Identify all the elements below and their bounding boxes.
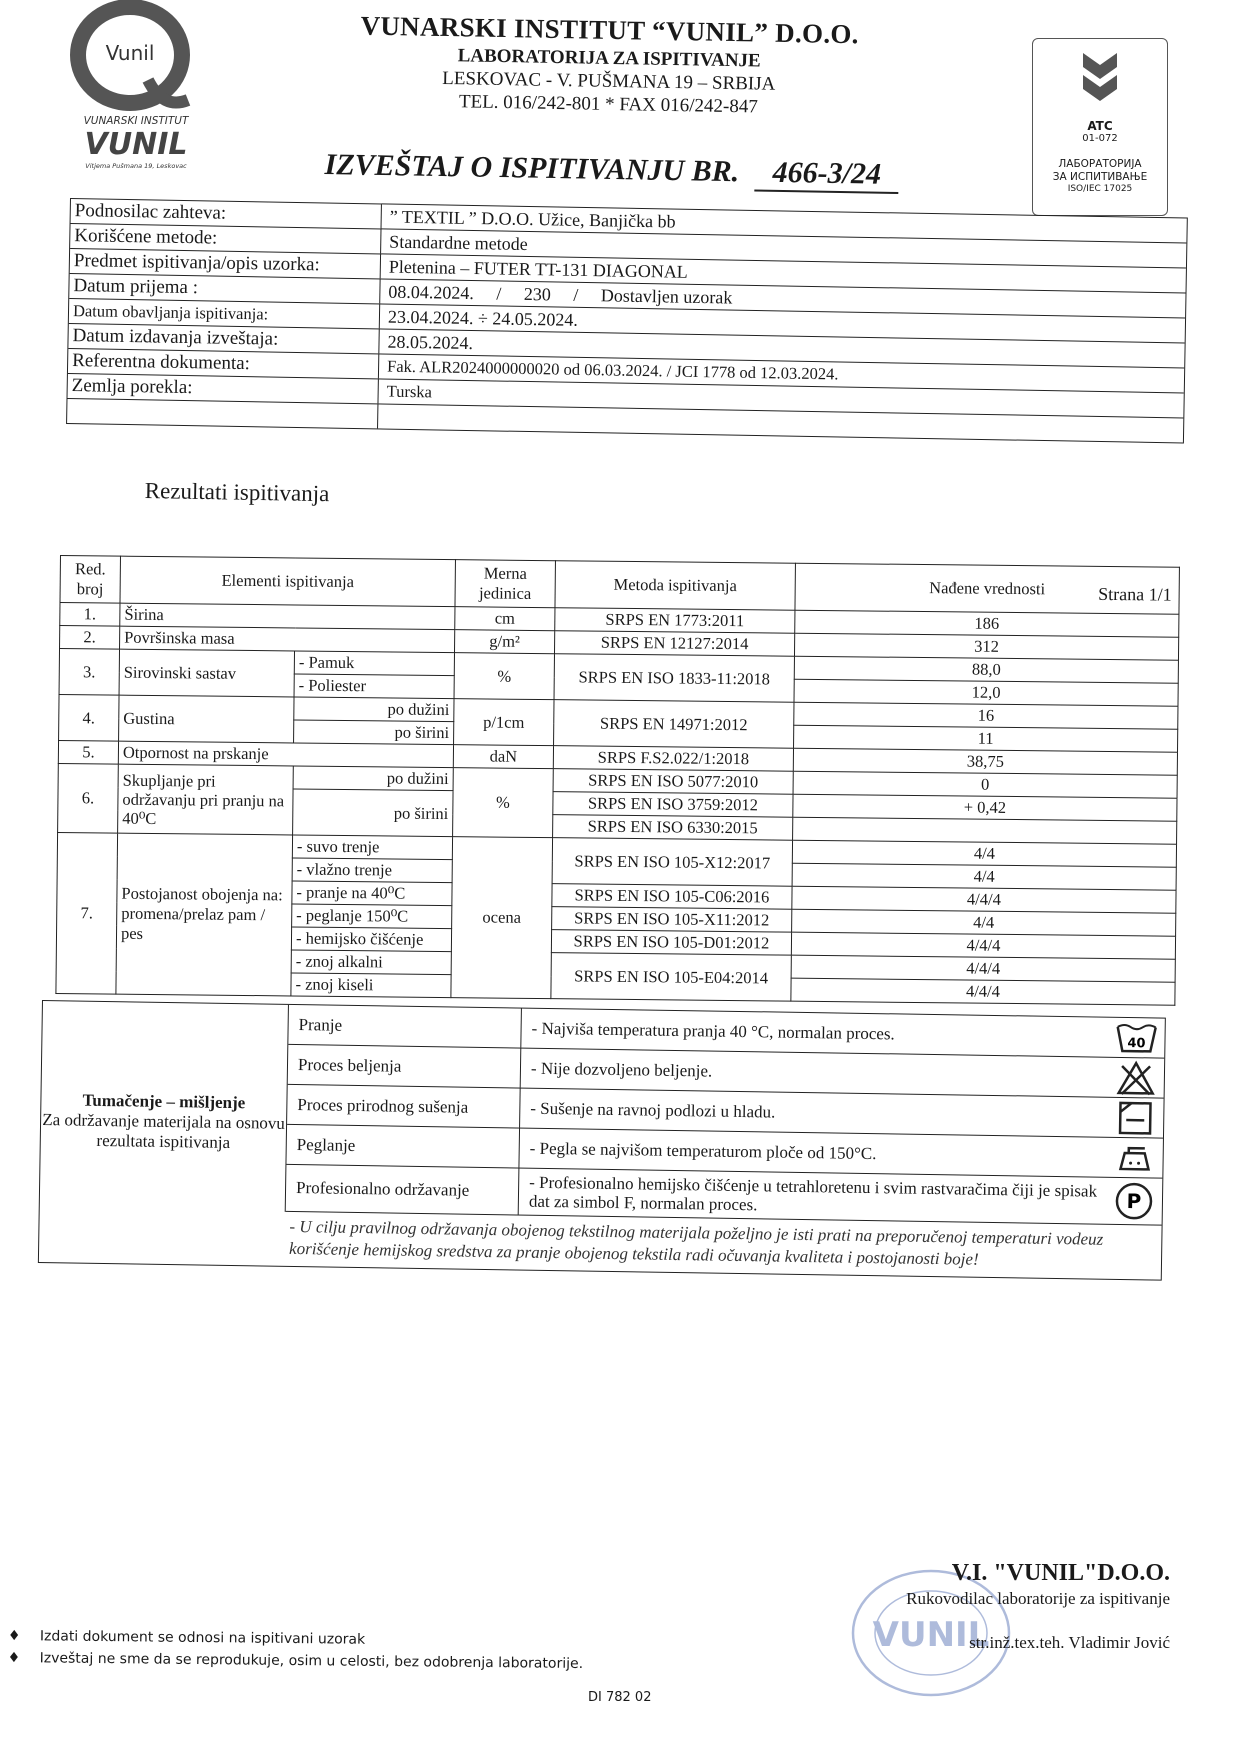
row-method: SRPS EN ISO 6330:2015 (553, 815, 793, 841)
row-sub: - pranje na 40⁰C (292, 881, 452, 906)
row-value: 4/4 (792, 863, 1176, 890)
signature-block (870, 1560, 1170, 1653)
row-method: SRPS EN ISO 105-D01:2012 (551, 930, 791, 956)
row-value: 0 (793, 771, 1177, 798)
wash-40-icon (1108, 1018, 1165, 1058)
info-key: Podnosilac zahteva: (71, 199, 382, 228)
row-method: SRPS EN 14971:2012 (554, 700, 794, 749)
care-value: - Pegla se najvišom temperaturom ploče od 150°C. (529, 1138, 877, 1164)
row-value: 16 (794, 702, 1178, 729)
page-number: Strana 1/1 (1098, 583, 1172, 605)
atc-line1: ЛАБОРАТОРИЈА (1058, 158, 1142, 170)
atc-mark-icon (1075, 49, 1125, 111)
row-unit: daN (453, 745, 553, 769)
dry-clean-p-icon (1106, 1178, 1163, 1225)
row-no: 4. (59, 694, 119, 741)
row-no: 5. (58, 740, 118, 764)
row-element: Skupljanje pri održavanju pri pranju na 40⁰C (118, 764, 294, 835)
care-value: - Profesionalno hemijsko čišćenje u tetrahloretenu i svim rastvaračima čiji je spisak dat za simbol F, normalan proces. (528, 1172, 1098, 1215)
row-element: Površinska masa (120, 626, 455, 653)
info-value: Fak. ALR2024000000020 od 06.03.2024. / JCI 1778 od 12.03.2024. (386, 356, 839, 384)
row-sub: - Pamuk (294, 651, 454, 676)
info-key: Zemlja porekla: (68, 374, 379, 403)
row-no: 2. (60, 626, 120, 650)
row-value: 4/4/4 (791, 955, 1175, 982)
report-title (324, 148, 899, 194)
atc-code: 01-072 (1082, 133, 1118, 144)
header-element: Elementi ispitivanja (120, 556, 455, 607)
results-table (55, 555, 1180, 1006)
row-value: 4/4 (792, 909, 1176, 936)
row-unit: cm (455, 607, 555, 631)
atc-label: ATC (1087, 119, 1113, 133)
row-unit: % (454, 653, 554, 700)
row-sub: po širini (293, 789, 453, 837)
row-unit: g/m² (454, 630, 554, 654)
dry-clean-label: P (1126, 1189, 1142, 1214)
row-unit: ocena (451, 837, 553, 999)
row-sub: po širini (294, 720, 454, 745)
signature-role: Rukovodilac laboratorije za ispitivanje (906, 1589, 1170, 1608)
row-value: 4/4/4 (791, 978, 1175, 1005)
phone-fax: TEL. 016/242-801 * FAX 016/242-847 (458, 91, 758, 118)
row-value: 38,75 (793, 748, 1177, 775)
results-title: Rezultati ispitivanja (144, 478, 330, 507)
institute-logo (68, 0, 208, 175)
care-key: Proces beljenja (288, 1045, 522, 1088)
logo-line2: VUNIL (84, 127, 188, 162)
logo-line1: VUNARSKI INSTITUT (83, 115, 189, 127)
document-code: DI 782 02 (588, 1690, 652, 1705)
header-unit: Merna jedinica (455, 560, 555, 608)
logo-address: Vitjema Pušmana 19, Leskovac (85, 162, 187, 170)
row-value: 88,0 (794, 656, 1178, 683)
row-sub: - znoj alkalni (291, 950, 451, 975)
row-method: SRPS EN 1773:2011 (555, 608, 795, 634)
care-key: Peglanje (286, 1125, 520, 1168)
info-key: Datum obavljanja ispitivanja: (69, 299, 380, 328)
care-key: Profesionalno održavanje (286, 1165, 520, 1215)
header-no: Red. broj (60, 556, 120, 604)
opinion-heading (40, 1001, 289, 1212)
row-method: SRPS EN ISO 105-C06:2016 (552, 884, 792, 910)
footer-line1: Izdati dokument se odnosi na ispitivani uzorak (39, 1628, 366, 1648)
row-element: Postojanost obojenja na: promena/prelaz pam / pes (116, 833, 293, 996)
footer-line2: Izveštaj ne sme da se reprodukuje, osim u celosti, bez odobrenja laboratorije. (39, 1650, 584, 1673)
row-value: 4/4/4 (792, 886, 1176, 913)
footer-notes: ♦ Izdati dokument se odnosi na ispitivani uzorak ♦ Izveštaj ne sme da se reprodukuje, osim u celosti, bez odobrenja laboratorije. (7, 1628, 584, 1673)
row-value: 312 (794, 633, 1178, 660)
row-sub: - suvo trenje (292, 835, 452, 860)
row-no: 7. (56, 832, 118, 994)
row-element: Gustina (119, 695, 294, 743)
row-unit: p/1cm (454, 699, 554, 746)
opinion-title: Tumačenje – mišljenje (82, 1090, 246, 1112)
info-key: Datum prijema : (69, 274, 380, 303)
header-method: Metoda ispitivanja (555, 561, 795, 611)
row-method: SRPS F.S2.022/1:2018 (553, 746, 793, 772)
row-method: SRPS EN ISO 5077:2010 (553, 769, 793, 795)
no-bleach-icon (1108, 1058, 1165, 1098)
institute-header (328, 10, 890, 121)
row-no: 3. (59, 649, 119, 696)
row-element: Otpornost na prskanje (118, 741, 453, 768)
report-label: IZVEŠTAJ O ISPITIVANJU BR. (324, 148, 740, 189)
info-key: Korišćene metode: (70, 224, 381, 253)
opinion-subtitle: Za održavanje materijala na osnovu rezultata ispitivanja (42, 1109, 286, 1152)
info-value: Standardne metode (389, 231, 528, 254)
iron-icon (1106, 1138, 1163, 1178)
report-number: 466-3/24 (754, 156, 899, 195)
info-value: ” TEXTIL ” D.O.O. Užice, Banjička bb (389, 206, 676, 232)
row-sub: po dužini (293, 766, 453, 791)
row-unit: % (453, 768, 554, 838)
info-key: Predmet ispitivanja/opis uzorka: (70, 249, 381, 278)
institute-title: VUNARSKI INSTITUT “VUNIL” D.O.O. (360, 10, 860, 50)
row-element: Sirovinski sastav (119, 649, 294, 697)
accreditation-badge (1032, 38, 1168, 216)
info-table (66, 198, 1188, 443)
signature-org: V.I. "VUNIL"D.O.O. (951, 1560, 1170, 1586)
row-value: 4/4 (792, 840, 1176, 867)
row-sub: - peglanje 150⁰C (292, 904, 452, 929)
signature-name: str.inž.tex.teh. Vladimir Jović (969, 1633, 1170, 1652)
info-value: 28.05.2024. (387, 331, 474, 354)
row-sub: - Poliester (294, 674, 454, 699)
atc-line2: ЗА ИСПИТИВАЊЕ (1052, 171, 1148, 183)
logo-brand: Vunil (105, 41, 155, 65)
care-key: Proces prirodnog sušenja (287, 1085, 521, 1128)
info-value: 23.04.2024. ÷ 24.05.2024. (387, 306, 579, 330)
row-sub: - znoj kiseli (291, 973, 451, 998)
info-value: 08.04.2024. / 230 / Dostavljen uzorak (388, 281, 733, 308)
info-value: Pletenina – FUTER TT-131 DIAGONAL (388, 256, 688, 282)
care-value: - Sušenje na ravnoj podlozi u hladu. (530, 1098, 776, 1122)
row-value: 4/4/4 (791, 932, 1175, 959)
row-sub: po dužini (294, 697, 454, 722)
row-sub: - vlažno trenje (292, 858, 452, 883)
care-key: Pranje (288, 1005, 522, 1048)
row-method: SRPS EN ISO 1833-11:2018 (554, 654, 794, 703)
atc-iso: ISO/IEC 17025 (1067, 184, 1133, 194)
wash-40-label: 40 (1127, 1035, 1146, 1051)
row-no: 1. (60, 603, 120, 627)
row-method: SRPS EN 12127:2014 (554, 631, 794, 657)
info-key: Datum izdavanja izveštaja: (68, 324, 379, 353)
row-method: SRPS EN ISO 3759:2012 (553, 792, 793, 818)
header-value: Nađene vrednosti (795, 563, 1179, 614)
row-method: SRPS EN ISO 105-X11:2012 (552, 907, 792, 933)
address: LESKOVAC - V. PUŠMANA 19 – SRBIJA (442, 67, 776, 95)
care-value: - Nije dozvoljeno beljenje. (530, 1058, 713, 1081)
info-key: Referentna dokumenta: (68, 349, 379, 378)
row-method: SRPS EN ISO 105-E04:2014 (551, 953, 791, 1002)
lab-name: LABORATORIJA ZA ISPITIVANJE (457, 45, 761, 72)
care-note: - U cilju pravilnog održavanja obojenog tekstilnog materijala poželjno je isti prati na preporučenoj temperaturi vodeuz korišćenje hemijskog sredstva za pranje obojenog tekstila radi očuvanja kvaliteta i postojanosti boje! (288, 1216, 1104, 1269)
stamp-text: VUNIL (872, 1615, 990, 1655)
info-value: Turska (386, 381, 433, 402)
row-no: 6. (58, 763, 119, 833)
row-value: + 0,42 (793, 794, 1177, 821)
care-value: - Najviša temperatura pranja 40 °C, normalan proces. (531, 1018, 895, 1044)
row-value: 11 (794, 725, 1178, 752)
flat-dry-shade-icon (1107, 1098, 1164, 1138)
care-opinion-table (38, 1000, 1166, 1281)
row-value: 186 (795, 610, 1179, 637)
row-sub: - hemijsko čišćenje (291, 927, 451, 952)
row-element: Širina (120, 603, 455, 630)
row-method: SRPS EN ISO 105-X12:2017 (552, 838, 792, 887)
row-value: 12,0 (794, 679, 1178, 706)
